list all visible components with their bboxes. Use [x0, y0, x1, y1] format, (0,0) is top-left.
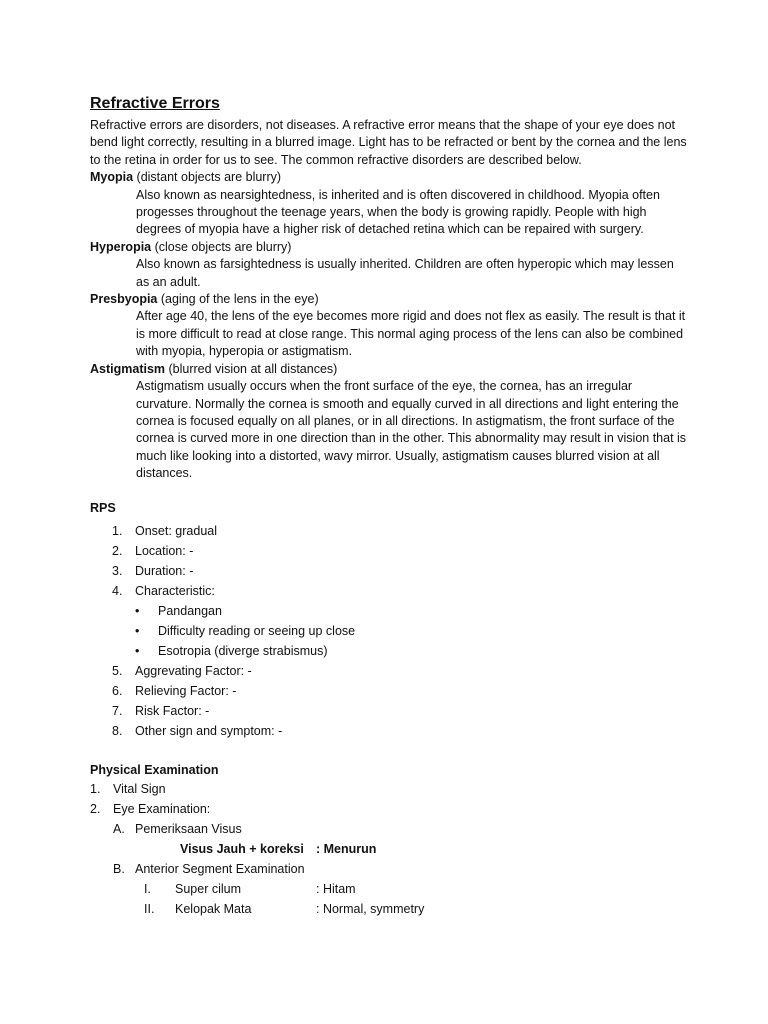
- visus-value: : Menurun: [316, 842, 377, 857]
- roman-number: I.: [144, 882, 151, 897]
- list-item-text: Eye Examination:: [113, 802, 211, 817]
- myopia-term: Myopia: [90, 170, 134, 185]
- list-number: 4.: [112, 583, 123, 598]
- list-number: 1.: [112, 523, 123, 538]
- list-item: [90, 799, 690, 819]
- list-item-text: Other sign and symptom: -: [135, 723, 283, 738]
- list-number: 2.: [90, 802, 101, 817]
- astigmatism-term: Astigmatism: [90, 361, 166, 376]
- presbyopia-description: After age 40, the lens of the eye becomes more rigid and does not flex as easily. The result is that it is more difficult to read at close range. This normal aging process of the lens can also be combined with myopia, hyperopia or astigmatism.: [136, 309, 686, 359]
- list-number: A.: [113, 822, 125, 837]
- anterior-label: Kelopak Mata: [175, 902, 252, 917]
- list-item-text: Duration: -: [135, 563, 194, 578]
- bullet-item: [90, 601, 690, 621]
- list-number: 7.: [112, 703, 123, 718]
- list-item: [90, 819, 690, 839]
- bullet-item: [90, 621, 690, 641]
- list-item: [90, 661, 690, 681]
- bullet-text: Esotropia (diverge strabismus): [158, 643, 328, 658]
- rps-list: [90, 521, 690, 741]
- bullet-text: Pandangan: [158, 603, 222, 618]
- list-number: 8.: [112, 723, 123, 738]
- list-item-text: Risk Factor: -: [135, 703, 210, 718]
- list-number: 3.: [112, 563, 123, 578]
- myopia-note: (distant objects are blurry): [133, 170, 282, 185]
- list-item: [90, 521, 690, 541]
- list-item: [90, 859, 690, 879]
- list-item: [90, 541, 690, 561]
- intro-paragraph: Refractive errors are disorders, not diseases. A refractive error means that the shape of your eye does not bend light correctly, resulting in a blurred image. Light has to be refracted or bent by the cornea and the lens to the retina in order for us to see. The common refractive disorders are described below.: [90, 118, 687, 167]
- list-item: [90, 721, 690, 741]
- presbyopia-heading: [90, 291, 690, 308]
- list-item: [90, 779, 690, 799]
- eye-exam-sublist: [90, 819, 690, 839]
- list-item-text: Location: -: [135, 543, 194, 558]
- presbyopia-term: Presbyopia: [90, 292, 158, 307]
- eye-exam-sublist-b: [90, 859, 690, 879]
- hyperopia-term: Hyperopia: [90, 239, 152, 254]
- document-page: [90, 92, 690, 919]
- physical-exam-heading: Physical Examination: [90, 762, 219, 777]
- bullet-item: [90, 641, 690, 661]
- hyperopia-heading: [90, 239, 690, 256]
- bullet-group: [90, 601, 690, 661]
- list-number: B.: [113, 862, 125, 877]
- list-number: 5.: [112, 663, 123, 678]
- astigmatism-note: (blurred vision at all distances): [165, 361, 338, 376]
- myopia-description: Also known as nearsightedness, is inherited and is often discovered in childhood. Myopia often progesses throughout the teenage years, when the body is growing rapidly. People with high degrees of myopia have a higher risk of detached retina which can be repaired with surgery.: [136, 187, 660, 237]
- list-number: 1.: [90, 782, 101, 797]
- list-item-text: Onset: gradual: [135, 523, 217, 538]
- myopia-heading: [90, 169, 690, 186]
- list-number: 2.: [112, 543, 123, 558]
- astigmatism-heading: [90, 361, 690, 378]
- list-item-text: Relieving Factor: -: [135, 683, 237, 698]
- list-item-text: Vital Sign: [113, 782, 166, 797]
- list-item: [90, 681, 690, 701]
- bullet-text: Difficulty reading or seeing up close: [158, 623, 356, 638]
- list-item: [90, 701, 690, 721]
- list-item: [90, 561, 690, 581]
- list-item: [90, 581, 690, 601]
- presbyopia-note: (aging of the lens in the eye): [157, 292, 319, 307]
- visus-row: [90, 839, 690, 859]
- list-item-text: Pemeriksaan Visus: [135, 822, 242, 837]
- anterior-value: : Normal, symmetry: [316, 902, 425, 917]
- astigmatism-description: Astigmatism usually occurs when the front surface of the eye, the cornea, has an irregular curvature. Normally the cornea is smooth and equally curved in all directions and light entering the cornea is focused equally on all planes, or in all directions. In astigmatism, the front surface of the cornea is curved more in one direction than in the other. This abnormality may result in vision that is much like looking into a distorted, wavy mirror. Usually, astigmatism causes blurred vision at all distances.: [136, 379, 687, 481]
- visus-label: Visus Jauh + koreksi: [180, 842, 304, 857]
- rps-heading: RPS: [90, 500, 116, 515]
- bullet-icon: •: [135, 603, 140, 618]
- anterior-value: : Hitam: [316, 882, 356, 897]
- list-item-text: Characteristic:: [135, 583, 215, 598]
- list-item-text: Anterior Segment Examination: [135, 862, 305, 877]
- roman-number: II.: [144, 902, 155, 917]
- list-item-text: Aggrevating Factor: -: [135, 663, 252, 678]
- physical-exam-list: [90, 779, 690, 819]
- bullet-icon: •: [135, 643, 140, 658]
- anterior-label: Super cilum: [175, 882, 241, 897]
- characteristic-bullets: [90, 601, 690, 661]
- hyperopia-description: Also known as farsightedness is usually inherited. Children are often hyperopic which may lessen as an adult.: [136, 257, 674, 289]
- document-title: Refractive Errors: [90, 95, 220, 112]
- anterior-row: [90, 899, 690, 919]
- hyperopia-note: (close objects are blurry): [151, 239, 292, 254]
- list-number: 6.: [112, 683, 123, 698]
- anterior-row: [90, 879, 690, 899]
- bullet-icon: •: [135, 623, 140, 638]
